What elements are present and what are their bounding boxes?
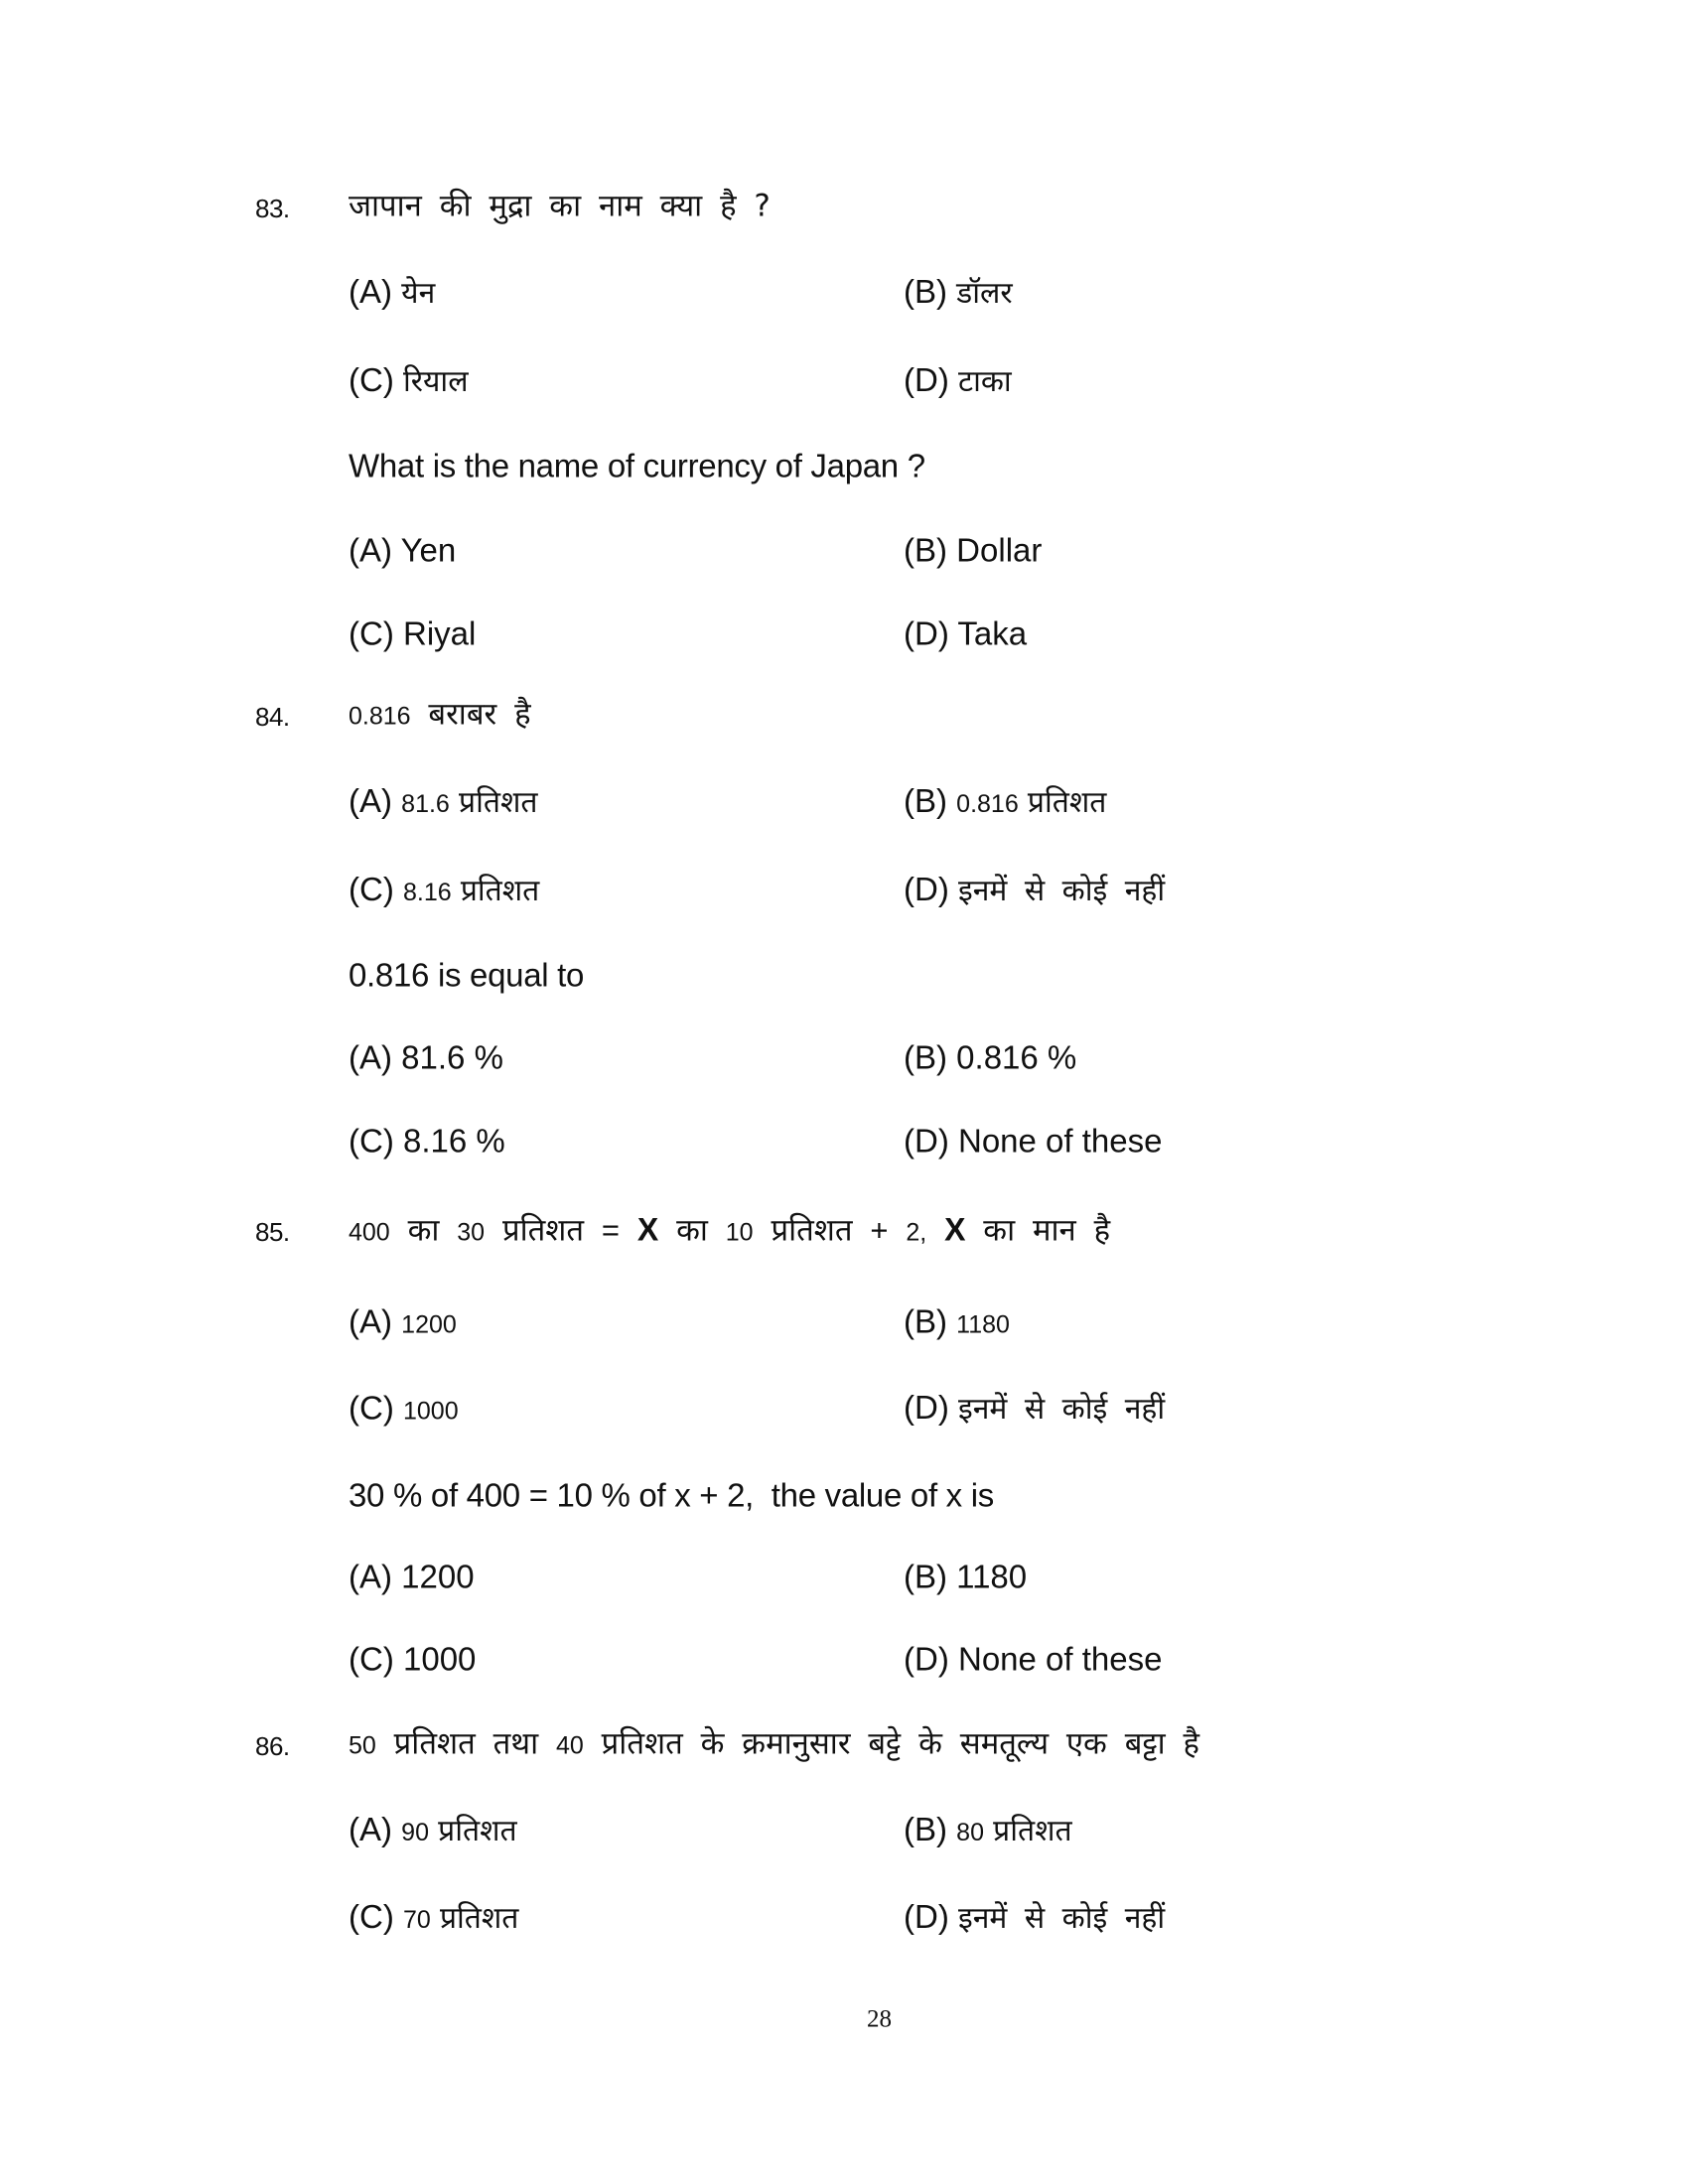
question-text-english: What is the name of currency of Japan ? xyxy=(349,447,925,484)
option-d-english xyxy=(904,1640,1163,1678)
option-c-hindi xyxy=(349,873,539,906)
option-label: (B) xyxy=(904,273,947,310)
option-label: (C) xyxy=(349,614,394,652)
option-label: (D) xyxy=(904,1640,949,1678)
value-2: 2, xyxy=(906,1218,927,1247)
option-d-hindi xyxy=(904,873,1165,906)
option-value: 81.6 xyxy=(401,790,450,818)
option-text: प्रतिशत xyxy=(460,874,540,908)
option-d-hindi xyxy=(904,363,1012,397)
option-label: (C) xyxy=(349,871,394,907)
option-text: 1200 xyxy=(401,1558,475,1595)
option-label: (B) xyxy=(904,531,947,569)
value-10: 10 xyxy=(725,1218,754,1247)
option-text: None of these xyxy=(957,1640,1163,1678)
option-label: (D) xyxy=(904,1122,949,1160)
option-text: येन xyxy=(401,276,436,311)
question-text-hindi xyxy=(349,696,531,733)
option-text: 1000 xyxy=(402,1640,477,1678)
option-label: (A) xyxy=(349,1038,392,1076)
option-text: Taka xyxy=(957,614,1028,652)
word: का मान है xyxy=(983,1212,1111,1249)
option-c-hindi xyxy=(349,1389,459,1427)
question-text-hindi xyxy=(349,1211,1111,1249)
option-b-english xyxy=(904,1558,1028,1595)
question-number: 83. xyxy=(255,194,290,223)
option-text: Riyal xyxy=(402,614,477,652)
option-value: 90 xyxy=(401,1819,429,1846)
option-value: 8.16 xyxy=(402,879,452,906)
variable-x: X xyxy=(944,1211,966,1248)
option-label: (C) xyxy=(349,1640,394,1678)
option-text: None of these xyxy=(957,1122,1163,1160)
option-label: (D) xyxy=(904,1898,949,1935)
option-text: 1180 xyxy=(956,1558,1028,1595)
word: प्रतिशत xyxy=(771,1212,853,1249)
question-words: बराबर है xyxy=(428,696,531,733)
option-d-english xyxy=(904,614,1028,652)
option-a-hindi xyxy=(349,1302,457,1340)
page-number: 28 xyxy=(867,2005,892,2033)
option-b-hindi xyxy=(904,784,1106,818)
option-label: (B) xyxy=(904,1811,947,1847)
option-c-english xyxy=(349,614,477,652)
option-a-hindi xyxy=(349,1813,517,1846)
question-text-hindi: जापान की मुद्रा का नाम क्या है ? xyxy=(349,188,771,224)
option-b-english xyxy=(904,531,1043,569)
question-number: 84. xyxy=(255,702,290,732)
option-label: (D) xyxy=(904,871,949,907)
question-value: 0.816 xyxy=(349,702,411,731)
option-text: Dollar xyxy=(956,531,1043,569)
option-value: 1180 xyxy=(956,1310,1010,1339)
word: का xyxy=(676,1212,708,1249)
option-label: (D) xyxy=(904,614,949,652)
question-text-hindi xyxy=(349,1725,1199,1762)
option-text: टाका xyxy=(957,364,1012,399)
option-label: (B) xyxy=(904,782,947,819)
option-value: 0.816 xyxy=(956,790,1019,818)
value-400: 400 xyxy=(349,1218,390,1247)
option-c-hindi xyxy=(349,363,469,397)
option-text: 0.816 % xyxy=(956,1038,1077,1076)
option-text: प्रतिशत xyxy=(459,785,538,820)
word: का xyxy=(407,1212,440,1249)
option-text: इनमें से कोई नहीं xyxy=(957,1392,1166,1427)
question-text-english: 0.816 is equal to xyxy=(349,956,585,994)
option-d-hindi xyxy=(904,1391,1165,1425)
option-label: (C) xyxy=(349,1122,394,1160)
question-number: 85. xyxy=(255,1217,290,1247)
option-value: 1000 xyxy=(402,1397,459,1426)
option-label: (C) xyxy=(349,1898,394,1935)
option-label: (C) xyxy=(349,1389,394,1427)
variable-x: X xyxy=(636,1211,659,1248)
value-50: 50 xyxy=(349,1731,376,1760)
option-text: प्रतिशत xyxy=(993,1814,1072,1848)
option-text: Yen xyxy=(400,531,457,569)
option-text: 8.16 % xyxy=(402,1122,505,1160)
option-b-hindi xyxy=(904,275,1013,309)
word: प्रतिशत के क्रमानुसार बट्टे के समतूल्य एक बट्टा है xyxy=(601,1725,1199,1762)
option-text: रियाल xyxy=(402,364,469,399)
option-label: (B) xyxy=(904,1038,947,1076)
option-label: (A) xyxy=(349,273,392,310)
option-c-hindi xyxy=(349,1900,518,1934)
option-text: प्रतिशत xyxy=(438,1814,517,1848)
option-text: 81.6 % xyxy=(401,1038,503,1076)
option-label: (A) xyxy=(349,1302,392,1340)
option-value: 1200 xyxy=(401,1310,457,1339)
option-text: इनमें से कोई नहीं xyxy=(957,1901,1166,1936)
option-a-hindi xyxy=(349,784,537,818)
option-a-english xyxy=(349,531,457,569)
option-text: प्रतिशत xyxy=(1027,785,1107,820)
question-text-english: 30 % of 400 = 10 % of x + 2, the value of x is xyxy=(349,1476,994,1514)
option-value: 70 xyxy=(402,1906,431,1934)
option-b-hindi xyxy=(904,1302,1010,1340)
option-d-hindi xyxy=(904,1900,1165,1934)
equals-sign: = xyxy=(601,1212,621,1248)
option-label: (D) xyxy=(904,1389,949,1426)
option-label: (C) xyxy=(349,361,394,398)
option-label: (A) xyxy=(349,531,392,569)
option-b-english xyxy=(904,1038,1077,1076)
word: प्रतिशत तथा xyxy=(393,1725,539,1762)
option-a-hindi xyxy=(349,275,435,309)
option-label: (A) xyxy=(349,1811,392,1847)
question-number: 86. xyxy=(255,1731,290,1761)
option-label: (B) xyxy=(904,1302,947,1340)
option-d-english xyxy=(904,1122,1163,1160)
option-text: डॉलर xyxy=(956,276,1013,311)
option-a-english xyxy=(349,1558,475,1595)
option-a-english xyxy=(349,1038,503,1076)
word: प्रतिशत xyxy=(501,1212,585,1249)
option-c-english xyxy=(349,1122,505,1160)
value-40: 40 xyxy=(555,1731,584,1760)
option-b-hindi xyxy=(904,1813,1072,1846)
plus-sign: + xyxy=(870,1212,889,1248)
option-label: (D) xyxy=(904,361,949,398)
option-label: (A) xyxy=(349,1558,392,1595)
option-c-english xyxy=(349,1640,477,1678)
option-value: 80 xyxy=(956,1819,984,1846)
option-label: (A) xyxy=(349,782,392,819)
option-text: प्रतिशत xyxy=(439,1901,519,1936)
value-30: 30 xyxy=(457,1218,486,1247)
option-text: इनमें से कोई नहीं xyxy=(957,874,1166,908)
option-label: (B) xyxy=(904,1558,947,1595)
